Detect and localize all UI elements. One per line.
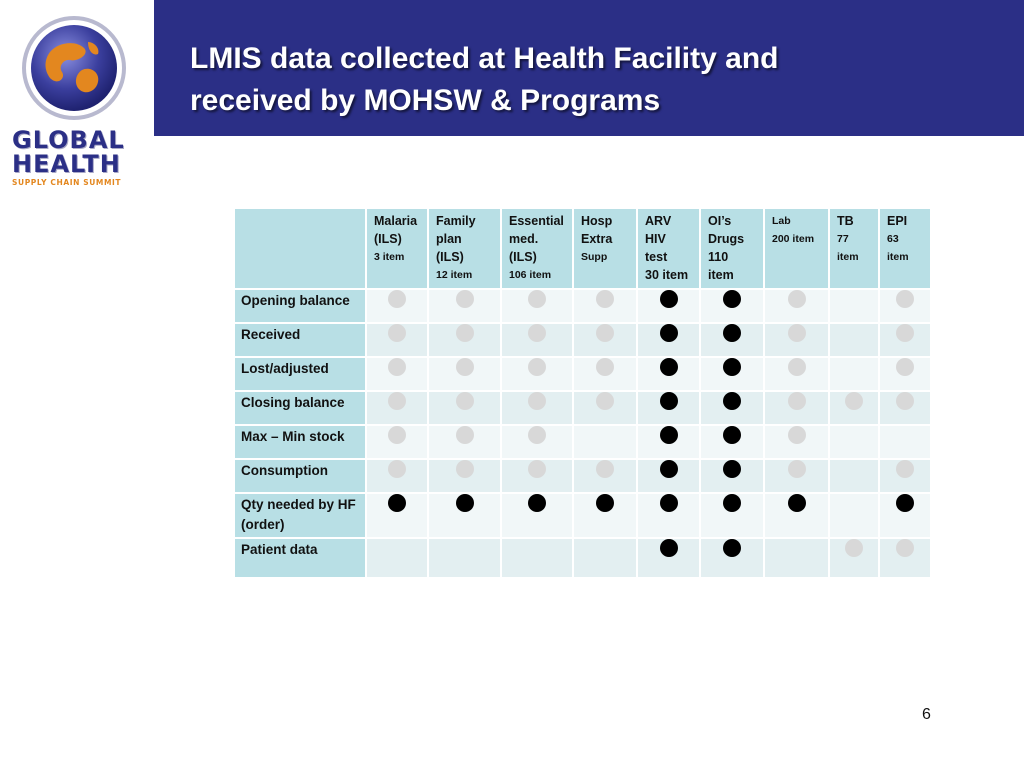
- table-cell: [879, 289, 931, 323]
- row-label: Consumption: [234, 459, 366, 493]
- filled-circle-icon: [660, 324, 678, 342]
- table-row: [234, 357, 931, 391]
- table-cell: [366, 459, 428, 493]
- table-cell: [879, 323, 931, 357]
- grey-circle-icon: [896, 358, 914, 376]
- grey-circle-icon: [788, 358, 806, 376]
- column-header-line: 77: [837, 233, 849, 245]
- table-cell: [829, 323, 879, 357]
- column-header: [501, 208, 573, 289]
- table-cell: [637, 357, 700, 391]
- table-cell: [428, 391, 501, 425]
- table-cell: [428, 493, 501, 538]
- table-cell: [501, 459, 573, 493]
- table-cell: [764, 289, 829, 323]
- table-cell: [700, 323, 764, 357]
- column-header-line: 12 item: [436, 269, 473, 281]
- grey-circle-icon: [896, 324, 914, 342]
- grey-circle-icon: [596, 392, 614, 410]
- table-cell: [764, 391, 829, 425]
- table-cell: [573, 323, 637, 357]
- table-cell: [573, 289, 637, 323]
- table-row: [234, 323, 931, 357]
- column-header: [428, 208, 501, 289]
- filled-circle-icon: [723, 392, 741, 410]
- table-cell: [829, 459, 879, 493]
- filled-circle-icon: [723, 290, 741, 308]
- grey-circle-icon: [388, 290, 406, 308]
- filled-circle-icon: [528, 494, 546, 512]
- column-header: [829, 208, 879, 289]
- column-header-line: Extra: [581, 232, 613, 246]
- table-cell: [700, 425, 764, 459]
- grey-circle-icon: [896, 460, 914, 478]
- table-cell: [764, 538, 829, 578]
- table-cell: [764, 459, 829, 493]
- grey-circle-icon: [596, 358, 614, 376]
- table-cell: [764, 323, 829, 357]
- filled-circle-icon: [723, 494, 741, 512]
- grey-circle-icon: [388, 358, 406, 376]
- filled-circle-icon: [660, 290, 678, 308]
- column-header: [700, 208, 764, 289]
- title-bar: [154, 0, 1024, 136]
- table-row: [234, 459, 931, 493]
- column-header-line: item: [837, 251, 859, 263]
- table-cell: [428, 425, 501, 459]
- table-cell: [879, 357, 931, 391]
- column-header-line: Malaria: [374, 214, 418, 228]
- column-header-line: Essential: [509, 214, 564, 228]
- filled-circle-icon: [723, 358, 741, 376]
- column-header-line: item: [887, 251, 909, 263]
- filled-circle-icon: [660, 539, 678, 557]
- column-header-line: plan: [436, 232, 462, 246]
- table-cell: [637, 459, 700, 493]
- grey-circle-icon: [896, 392, 914, 410]
- table-cell: [366, 493, 428, 538]
- column-header-line: TB: [837, 214, 854, 228]
- table-cell: [700, 289, 764, 323]
- filled-circle-icon: [660, 494, 678, 512]
- grey-circle-icon: [845, 539, 863, 557]
- table-cell: [637, 391, 700, 425]
- filled-circle-icon: [660, 392, 678, 410]
- table-cell: [637, 493, 700, 538]
- table-cell: [501, 357, 573, 391]
- table-cell: [428, 538, 501, 578]
- row-label: Received: [234, 323, 366, 357]
- table-cell: [879, 459, 931, 493]
- table-cell: [700, 391, 764, 425]
- column-header-line: 3 item: [374, 251, 405, 263]
- table-cell: [428, 357, 501, 391]
- table-cell: [573, 538, 637, 578]
- grey-circle-icon: [456, 324, 474, 342]
- table-cell: [637, 289, 700, 323]
- column-header-line: 106 item: [509, 269, 552, 281]
- table-header-row: [234, 208, 931, 289]
- grey-circle-icon: [788, 290, 806, 308]
- logo-line-tagline: SUPPLY CHAIN SUMMIT: [12, 178, 122, 187]
- column-header: [764, 208, 829, 289]
- table-cell: [573, 459, 637, 493]
- grey-circle-icon: [896, 290, 914, 308]
- filled-circle-icon: [596, 494, 614, 512]
- column-header-line: item: [708, 268, 734, 282]
- table-cell: [829, 357, 879, 391]
- grey-circle-icon: [388, 324, 406, 342]
- grey-circle-icon: [528, 290, 546, 308]
- table-cell: [700, 493, 764, 538]
- column-header-line: 200 item: [772, 233, 815, 245]
- column-header-line: (ILS): [374, 232, 402, 246]
- grey-circle-icon: [788, 392, 806, 410]
- column-header-line: HIV: [645, 232, 666, 246]
- table-row: [234, 289, 931, 323]
- column-header-line: Drugs: [708, 232, 745, 246]
- table-body: [234, 289, 931, 578]
- logo-line-health: HEALTH: [12, 150, 121, 178]
- grey-circle-icon: [456, 460, 474, 478]
- column-header-line: 63: [887, 233, 899, 245]
- grey-circle-icon: [388, 392, 406, 410]
- row-label: Max – Min stock: [234, 425, 366, 459]
- table-cell: [366, 425, 428, 459]
- filled-circle-icon: [723, 324, 741, 342]
- grey-circle-icon: [596, 290, 614, 308]
- column-header-line: 30 item: [645, 268, 689, 282]
- row-label: Qty needed by HF (order): [234, 493, 366, 538]
- table-row: [234, 538, 931, 578]
- column-header-line: (ILS): [509, 250, 537, 264]
- filled-circle-icon: [896, 494, 914, 512]
- table-row: [234, 493, 931, 538]
- grey-circle-icon: [456, 358, 474, 376]
- column-header-line: ARV: [645, 214, 672, 228]
- filled-circle-icon: [660, 426, 678, 444]
- table-cell: [829, 493, 879, 538]
- table-cell: [366, 289, 428, 323]
- table-cell: [764, 357, 829, 391]
- table-cell: [700, 538, 764, 578]
- row-label: Lost/adjusted: [234, 357, 366, 391]
- filled-circle-icon: [660, 460, 678, 478]
- table-cell: [428, 289, 501, 323]
- table-cell: [501, 323, 573, 357]
- table-cell: [879, 425, 931, 459]
- grey-circle-icon: [788, 426, 806, 444]
- row-label: Closing balance: [234, 391, 366, 425]
- table-cell: [764, 493, 829, 538]
- table-cell: [428, 323, 501, 357]
- grey-circle-icon: [896, 539, 914, 557]
- page-number: 6: [922, 706, 931, 723]
- lmis-data-table: [233, 207, 932, 579]
- column-header: [637, 208, 700, 289]
- column-header-line: test: [645, 250, 668, 264]
- table-cell: [700, 459, 764, 493]
- grey-circle-icon: [596, 460, 614, 478]
- logo-wordmark: [12, 128, 142, 187]
- globe-logo-icon: [18, 12, 130, 124]
- table-cell: [573, 425, 637, 459]
- filled-circle-icon: [788, 494, 806, 512]
- grey-circle-icon: [596, 324, 614, 342]
- column-header-line: (ILS): [436, 250, 464, 264]
- table-cell: [637, 323, 700, 357]
- filled-circle-icon: [456, 494, 474, 512]
- table-cell: [366, 391, 428, 425]
- logo: [0, 0, 152, 200]
- grey-circle-icon: [528, 392, 546, 410]
- slide-title: [190, 38, 1010, 122]
- column-header-line: Hosp: [581, 214, 613, 228]
- table-cell: [428, 459, 501, 493]
- table-corner-cell: [234, 208, 366, 289]
- column-header-line: Lab: [772, 215, 791, 227]
- filled-circle-icon: [388, 494, 406, 512]
- table-cell: [700, 357, 764, 391]
- filled-circle-icon: [723, 460, 741, 478]
- column-header: [573, 208, 637, 289]
- grey-circle-icon: [456, 392, 474, 410]
- table-cell: [637, 425, 700, 459]
- table-cell: [501, 493, 573, 538]
- table-row: [234, 425, 931, 459]
- table-cell: [366, 323, 428, 357]
- column-header-line: Supp: [581, 251, 608, 263]
- filled-circle-icon: [723, 426, 741, 444]
- grey-circle-icon: [528, 324, 546, 342]
- slide-title-line1: LMIS data collected at Health Facility and: [190, 42, 779, 75]
- grey-circle-icon: [456, 426, 474, 444]
- grey-circle-icon: [388, 426, 406, 444]
- column-header-line: OI’s: [708, 214, 732, 228]
- column-header: [366, 208, 428, 289]
- filled-circle-icon: [723, 539, 741, 557]
- table-cell: [829, 538, 879, 578]
- table-cell: [501, 391, 573, 425]
- table-cell: [829, 289, 879, 323]
- grey-circle-icon: [788, 324, 806, 342]
- logo-line-global: GLOBAL: [12, 126, 125, 154]
- filled-circle-icon: [660, 358, 678, 376]
- table-cell: [764, 425, 829, 459]
- column-header-line: Family: [436, 214, 476, 228]
- grey-circle-icon: [788, 460, 806, 478]
- grey-circle-icon: [528, 358, 546, 376]
- row-label: Patient data: [234, 538, 366, 578]
- table-cell: [501, 425, 573, 459]
- table-cell: [879, 493, 931, 538]
- grey-circle-icon: [528, 426, 546, 444]
- table-cell: [879, 538, 931, 578]
- grey-circle-icon: [528, 460, 546, 478]
- table-cell: [501, 538, 573, 578]
- grey-circle-icon: [388, 460, 406, 478]
- slide-title-line2: received by MOHSW & Programs: [190, 84, 661, 117]
- table-cell: [573, 391, 637, 425]
- table-cell: [637, 538, 700, 578]
- column-header: [879, 208, 931, 289]
- table-cell: [879, 391, 931, 425]
- table-cell: [829, 391, 879, 425]
- column-header-line: EPI: [887, 214, 908, 228]
- table-cell: [573, 357, 637, 391]
- column-header-line: 110: [708, 250, 729, 264]
- table-cell: [501, 289, 573, 323]
- table-cell: [366, 538, 428, 578]
- table-cell: [829, 425, 879, 459]
- column-header-line: med.: [509, 232, 539, 246]
- table-cell: [366, 357, 428, 391]
- grey-circle-icon: [456, 290, 474, 308]
- grey-circle-icon: [845, 392, 863, 410]
- table-row: [234, 391, 931, 425]
- row-label: Opening balance: [234, 289, 366, 323]
- table-cell: [573, 493, 637, 538]
